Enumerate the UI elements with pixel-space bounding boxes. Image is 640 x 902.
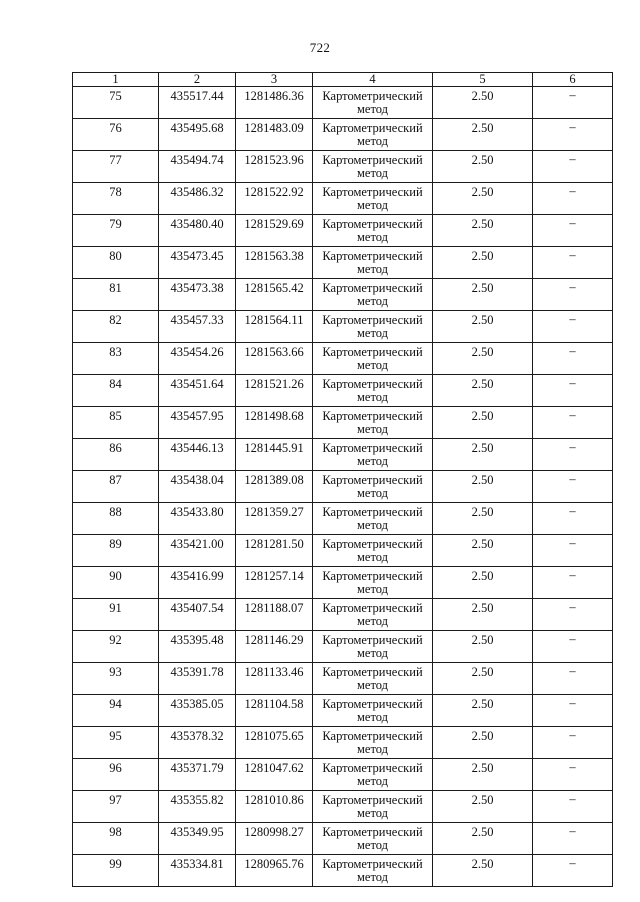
coordinate-x: 435391.78 bbox=[159, 663, 236, 695]
point-number: 96 bbox=[73, 759, 159, 791]
method-line-1: Картометрический bbox=[322, 729, 423, 743]
table-row bbox=[73, 183, 613, 215]
method-line-2: метод bbox=[356, 390, 388, 404]
precision-value: 2.50 bbox=[433, 119, 533, 151]
table-row bbox=[73, 855, 613, 887]
method-line-2: метод bbox=[356, 166, 388, 180]
table-row bbox=[73, 247, 613, 279]
coordinate-x: 435385.05 bbox=[159, 695, 236, 727]
point-number: 77 bbox=[73, 151, 159, 183]
method-cell bbox=[313, 311, 433, 343]
coordinate-y: 1281483.09 bbox=[236, 119, 313, 151]
method-cell bbox=[313, 567, 433, 599]
coordinate-x: 435421.00 bbox=[159, 535, 236, 567]
point-number: 98 bbox=[73, 823, 159, 855]
coordinate-x: 435517.44 bbox=[159, 87, 236, 119]
point-number: 82 bbox=[73, 311, 159, 343]
precision-value: 2.50 bbox=[433, 407, 533, 439]
empty-dash: – bbox=[533, 599, 613, 631]
precision-value: 2.50 bbox=[433, 695, 533, 727]
table-row bbox=[73, 375, 613, 407]
coordinates-table bbox=[72, 72, 613, 887]
col-header-3: 3 bbox=[236, 73, 313, 87]
col-header-6: 6 bbox=[533, 73, 613, 87]
empty-dash: – bbox=[533, 183, 613, 215]
method-line-2: метод bbox=[356, 358, 388, 372]
method-line-2: метод bbox=[356, 102, 388, 116]
method-cell bbox=[313, 375, 433, 407]
method-line-2: метод bbox=[356, 646, 388, 660]
coordinate-x: 435416.99 bbox=[159, 567, 236, 599]
method-line-1: Картометрический bbox=[322, 601, 423, 615]
method-line-1: Картометрический bbox=[322, 121, 423, 135]
empty-dash: – bbox=[533, 279, 613, 311]
coordinate-x: 435457.33 bbox=[159, 311, 236, 343]
coordinate-y: 1280965.76 bbox=[236, 855, 313, 887]
precision-value: 2.50 bbox=[433, 151, 533, 183]
empty-dash: – bbox=[533, 375, 613, 407]
col-header-5: 5 bbox=[433, 73, 533, 87]
empty-dash: – bbox=[533, 87, 613, 119]
method-cell bbox=[313, 407, 433, 439]
method-line-1: Картометрический bbox=[322, 249, 423, 263]
coordinate-y: 1281521.26 bbox=[236, 375, 313, 407]
method-line-2: метод bbox=[356, 134, 388, 148]
coordinate-y: 1281523.96 bbox=[236, 151, 313, 183]
method-line-2: метод bbox=[356, 294, 388, 308]
table-body bbox=[73, 87, 613, 887]
coordinate-x: 435349.95 bbox=[159, 823, 236, 855]
point-number: 88 bbox=[73, 503, 159, 535]
coordinate-y: 1280998.27 bbox=[236, 823, 313, 855]
empty-dash: – bbox=[533, 151, 613, 183]
precision-value: 2.50 bbox=[433, 759, 533, 791]
method-cell bbox=[313, 855, 433, 887]
table-row bbox=[73, 503, 613, 535]
method-line-1: Картометрический bbox=[322, 665, 423, 679]
coordinate-y: 1281529.69 bbox=[236, 215, 313, 247]
method-cell bbox=[313, 535, 433, 567]
method-line-1: Картометрический bbox=[322, 825, 423, 839]
method-line-2: метод bbox=[356, 774, 388, 788]
method-cell bbox=[313, 183, 433, 215]
table-row bbox=[73, 407, 613, 439]
empty-dash: – bbox=[533, 695, 613, 727]
coordinate-y: 1281010.86 bbox=[236, 791, 313, 823]
method-cell bbox=[313, 599, 433, 631]
coordinate-x: 435433.80 bbox=[159, 503, 236, 535]
empty-dash: – bbox=[533, 727, 613, 759]
table-row bbox=[73, 727, 613, 759]
method-line-2: метод bbox=[356, 262, 388, 276]
coordinate-y: 1281486.36 bbox=[236, 87, 313, 119]
coordinate-x: 435480.40 bbox=[159, 215, 236, 247]
method-line-1: Картометрический bbox=[322, 697, 423, 711]
method-cell bbox=[313, 823, 433, 855]
point-number: 78 bbox=[73, 183, 159, 215]
method-line-1: Картометрический bbox=[322, 793, 423, 807]
precision-value: 2.50 bbox=[433, 439, 533, 471]
method-cell bbox=[313, 663, 433, 695]
precision-value: 2.50 bbox=[433, 279, 533, 311]
precision-value: 2.50 bbox=[433, 535, 533, 567]
coordinate-y: 1281257.14 bbox=[236, 567, 313, 599]
table-row bbox=[73, 279, 613, 311]
coordinate-x: 435407.54 bbox=[159, 599, 236, 631]
table-row bbox=[73, 599, 613, 631]
method-line-2: метод bbox=[356, 614, 388, 628]
precision-value: 2.50 bbox=[433, 823, 533, 855]
method-line-2: метод bbox=[356, 710, 388, 724]
method-line-2: метод bbox=[356, 742, 388, 756]
precision-value: 2.50 bbox=[433, 375, 533, 407]
coordinate-y: 1281563.66 bbox=[236, 343, 313, 375]
method-line-1: Картометрический bbox=[322, 473, 423, 487]
precision-value: 2.50 bbox=[433, 663, 533, 695]
coordinate-y: 1281359.27 bbox=[236, 503, 313, 535]
empty-dash: – bbox=[533, 855, 613, 887]
method-line-2: метод bbox=[356, 230, 388, 244]
table-row bbox=[73, 439, 613, 471]
empty-dash: – bbox=[533, 791, 613, 823]
empty-dash: – bbox=[533, 631, 613, 663]
point-number: 81 bbox=[73, 279, 159, 311]
empty-dash: – bbox=[533, 439, 613, 471]
point-number: 97 bbox=[73, 791, 159, 823]
table-row bbox=[73, 535, 613, 567]
method-cell bbox=[313, 247, 433, 279]
method-cell bbox=[313, 215, 433, 247]
method-cell bbox=[313, 279, 433, 311]
precision-value: 2.50 bbox=[433, 567, 533, 599]
table-row bbox=[73, 87, 613, 119]
method-cell bbox=[313, 727, 433, 759]
point-number: 99 bbox=[73, 855, 159, 887]
method-line-1: Картометрический bbox=[322, 89, 423, 103]
method-line-1: Картометрический bbox=[322, 153, 423, 167]
empty-dash: – bbox=[533, 247, 613, 279]
table-row bbox=[73, 791, 613, 823]
precision-value: 2.50 bbox=[433, 855, 533, 887]
coordinate-x: 435495.68 bbox=[159, 119, 236, 151]
method-line-2: метод bbox=[356, 550, 388, 564]
method-line-1: Картометрический bbox=[322, 281, 423, 295]
table-row bbox=[73, 215, 613, 247]
precision-value: 2.50 bbox=[433, 471, 533, 503]
col-header-2: 2 bbox=[159, 73, 236, 87]
method-cell bbox=[313, 503, 433, 535]
table-row bbox=[73, 567, 613, 599]
method-cell bbox=[313, 119, 433, 151]
method-line-1: Картометрический bbox=[322, 345, 423, 359]
coordinate-x: 435371.79 bbox=[159, 759, 236, 791]
method-line-2: метод bbox=[356, 870, 388, 884]
empty-dash: – bbox=[533, 535, 613, 567]
method-line-2: метод bbox=[356, 454, 388, 468]
precision-value: 2.50 bbox=[433, 343, 533, 375]
empty-dash: – bbox=[533, 663, 613, 695]
method-line-2: метод bbox=[356, 518, 388, 532]
point-number: 89 bbox=[73, 535, 159, 567]
table-row bbox=[73, 311, 613, 343]
coordinate-y: 1281563.38 bbox=[236, 247, 313, 279]
method-line-1: Картометрический bbox=[322, 633, 423, 647]
coordinate-y: 1281498.68 bbox=[236, 407, 313, 439]
table-row bbox=[73, 151, 613, 183]
method-line-2: метод bbox=[356, 486, 388, 500]
method-line-2: метод bbox=[356, 326, 388, 340]
coordinate-x: 435473.45 bbox=[159, 247, 236, 279]
method-cell bbox=[313, 631, 433, 663]
method-line-1: Картометрический bbox=[322, 761, 423, 775]
method-line-1: Картометрический bbox=[322, 377, 423, 391]
coordinate-y: 1281565.42 bbox=[236, 279, 313, 311]
method-line-1: Картометрический bbox=[322, 409, 423, 423]
method-line-1: Картометрический bbox=[322, 185, 423, 199]
precision-value: 2.50 bbox=[433, 183, 533, 215]
precision-value: 2.50 bbox=[433, 247, 533, 279]
coordinate-y: 1281104.58 bbox=[236, 695, 313, 727]
page-number: 722 bbox=[309, 40, 331, 55]
coordinate-x: 435355.82 bbox=[159, 791, 236, 823]
empty-dash: – bbox=[533, 407, 613, 439]
precision-value: 2.50 bbox=[433, 215, 533, 247]
method-line-1: Картометрический bbox=[322, 313, 423, 327]
col-header-1: 1 bbox=[73, 73, 159, 87]
table-row bbox=[73, 119, 613, 151]
point-number: 86 bbox=[73, 439, 159, 471]
precision-value: 2.50 bbox=[433, 503, 533, 535]
table-row bbox=[73, 343, 613, 375]
precision-value: 2.50 bbox=[433, 791, 533, 823]
precision-value: 2.50 bbox=[433, 599, 533, 631]
precision-value: 2.50 bbox=[433, 631, 533, 663]
point-number: 91 bbox=[73, 599, 159, 631]
coordinate-x: 435473.38 bbox=[159, 279, 236, 311]
header-row bbox=[73, 73, 613, 87]
method-cell bbox=[313, 471, 433, 503]
method-line-2: метод bbox=[356, 838, 388, 852]
method-cell bbox=[313, 759, 433, 791]
coordinate-y: 1281188.07 bbox=[236, 599, 313, 631]
col-header-4: 4 bbox=[313, 73, 433, 87]
coordinate-y: 1281522.92 bbox=[236, 183, 313, 215]
point-number: 80 bbox=[73, 247, 159, 279]
point-number: 92 bbox=[73, 631, 159, 663]
method-line-2: метод bbox=[356, 198, 388, 212]
coordinate-y: 1281564.11 bbox=[236, 311, 313, 343]
coordinate-x: 435486.32 bbox=[159, 183, 236, 215]
coordinate-x: 435451.64 bbox=[159, 375, 236, 407]
method-line-2: метод bbox=[356, 582, 388, 596]
point-number: 87 bbox=[73, 471, 159, 503]
method-line-1: Картометрический bbox=[322, 569, 423, 583]
empty-dash: – bbox=[533, 119, 613, 151]
method-cell bbox=[313, 343, 433, 375]
coordinate-x: 435378.32 bbox=[159, 727, 236, 759]
method-cell bbox=[313, 439, 433, 471]
table-row bbox=[73, 759, 613, 791]
point-number: 85 bbox=[73, 407, 159, 439]
empty-dash: – bbox=[533, 471, 613, 503]
method-line-1: Картометрический bbox=[322, 537, 423, 551]
table-row bbox=[73, 631, 613, 663]
coordinate-x: 435438.04 bbox=[159, 471, 236, 503]
coordinate-y: 1281075.65 bbox=[236, 727, 313, 759]
coordinate-y: 1281281.50 bbox=[236, 535, 313, 567]
empty-dash: – bbox=[533, 823, 613, 855]
coordinate-x: 435457.95 bbox=[159, 407, 236, 439]
point-number: 83 bbox=[73, 343, 159, 375]
point-number: 75 bbox=[73, 87, 159, 119]
coordinate-x: 435395.48 bbox=[159, 631, 236, 663]
method-line-1: Картометрический bbox=[322, 217, 423, 231]
method-line-2: метод bbox=[356, 678, 388, 692]
empty-dash: – bbox=[533, 759, 613, 791]
point-number: 93 bbox=[73, 663, 159, 695]
table-row bbox=[73, 695, 613, 727]
point-number: 94 bbox=[73, 695, 159, 727]
empty-dash: – bbox=[533, 311, 613, 343]
point-number: 90 bbox=[73, 567, 159, 599]
empty-dash: – bbox=[533, 503, 613, 535]
point-number: 76 bbox=[73, 119, 159, 151]
precision-value: 2.50 bbox=[433, 727, 533, 759]
method-line-2: метод bbox=[356, 422, 388, 436]
precision-value: 2.50 bbox=[433, 311, 533, 343]
coordinate-x: 435494.74 bbox=[159, 151, 236, 183]
coordinate-y: 1281445.91 bbox=[236, 439, 313, 471]
coordinate-x: 435446.13 bbox=[159, 439, 236, 471]
method-cell bbox=[313, 695, 433, 727]
coordinate-y: 1281389.08 bbox=[236, 471, 313, 503]
empty-dash: – bbox=[533, 343, 613, 375]
point-number: 79 bbox=[73, 215, 159, 247]
coordinate-y: 1281133.46 bbox=[236, 663, 313, 695]
point-number: 84 bbox=[73, 375, 159, 407]
table-row bbox=[73, 471, 613, 503]
table-row bbox=[73, 823, 613, 855]
table-row bbox=[73, 663, 613, 695]
point-number: 95 bbox=[73, 727, 159, 759]
coordinate-x: 435334.81 bbox=[159, 855, 236, 887]
method-line-1: Картометрический bbox=[322, 857, 423, 871]
method-line-1: Картометрический bbox=[322, 505, 423, 519]
method-line-1: Картометрический bbox=[322, 441, 423, 455]
method-cell bbox=[313, 87, 433, 119]
empty-dash: – bbox=[533, 567, 613, 599]
method-cell bbox=[313, 151, 433, 183]
precision-value: 2.50 bbox=[433, 87, 533, 119]
method-line-2: метод bbox=[356, 806, 388, 820]
coordinate-x: 435454.26 bbox=[159, 343, 236, 375]
coordinate-y: 1281146.29 bbox=[236, 631, 313, 663]
empty-dash: – bbox=[533, 215, 613, 247]
coordinate-y: 1281047.62 bbox=[236, 759, 313, 791]
method-cell bbox=[313, 791, 433, 823]
